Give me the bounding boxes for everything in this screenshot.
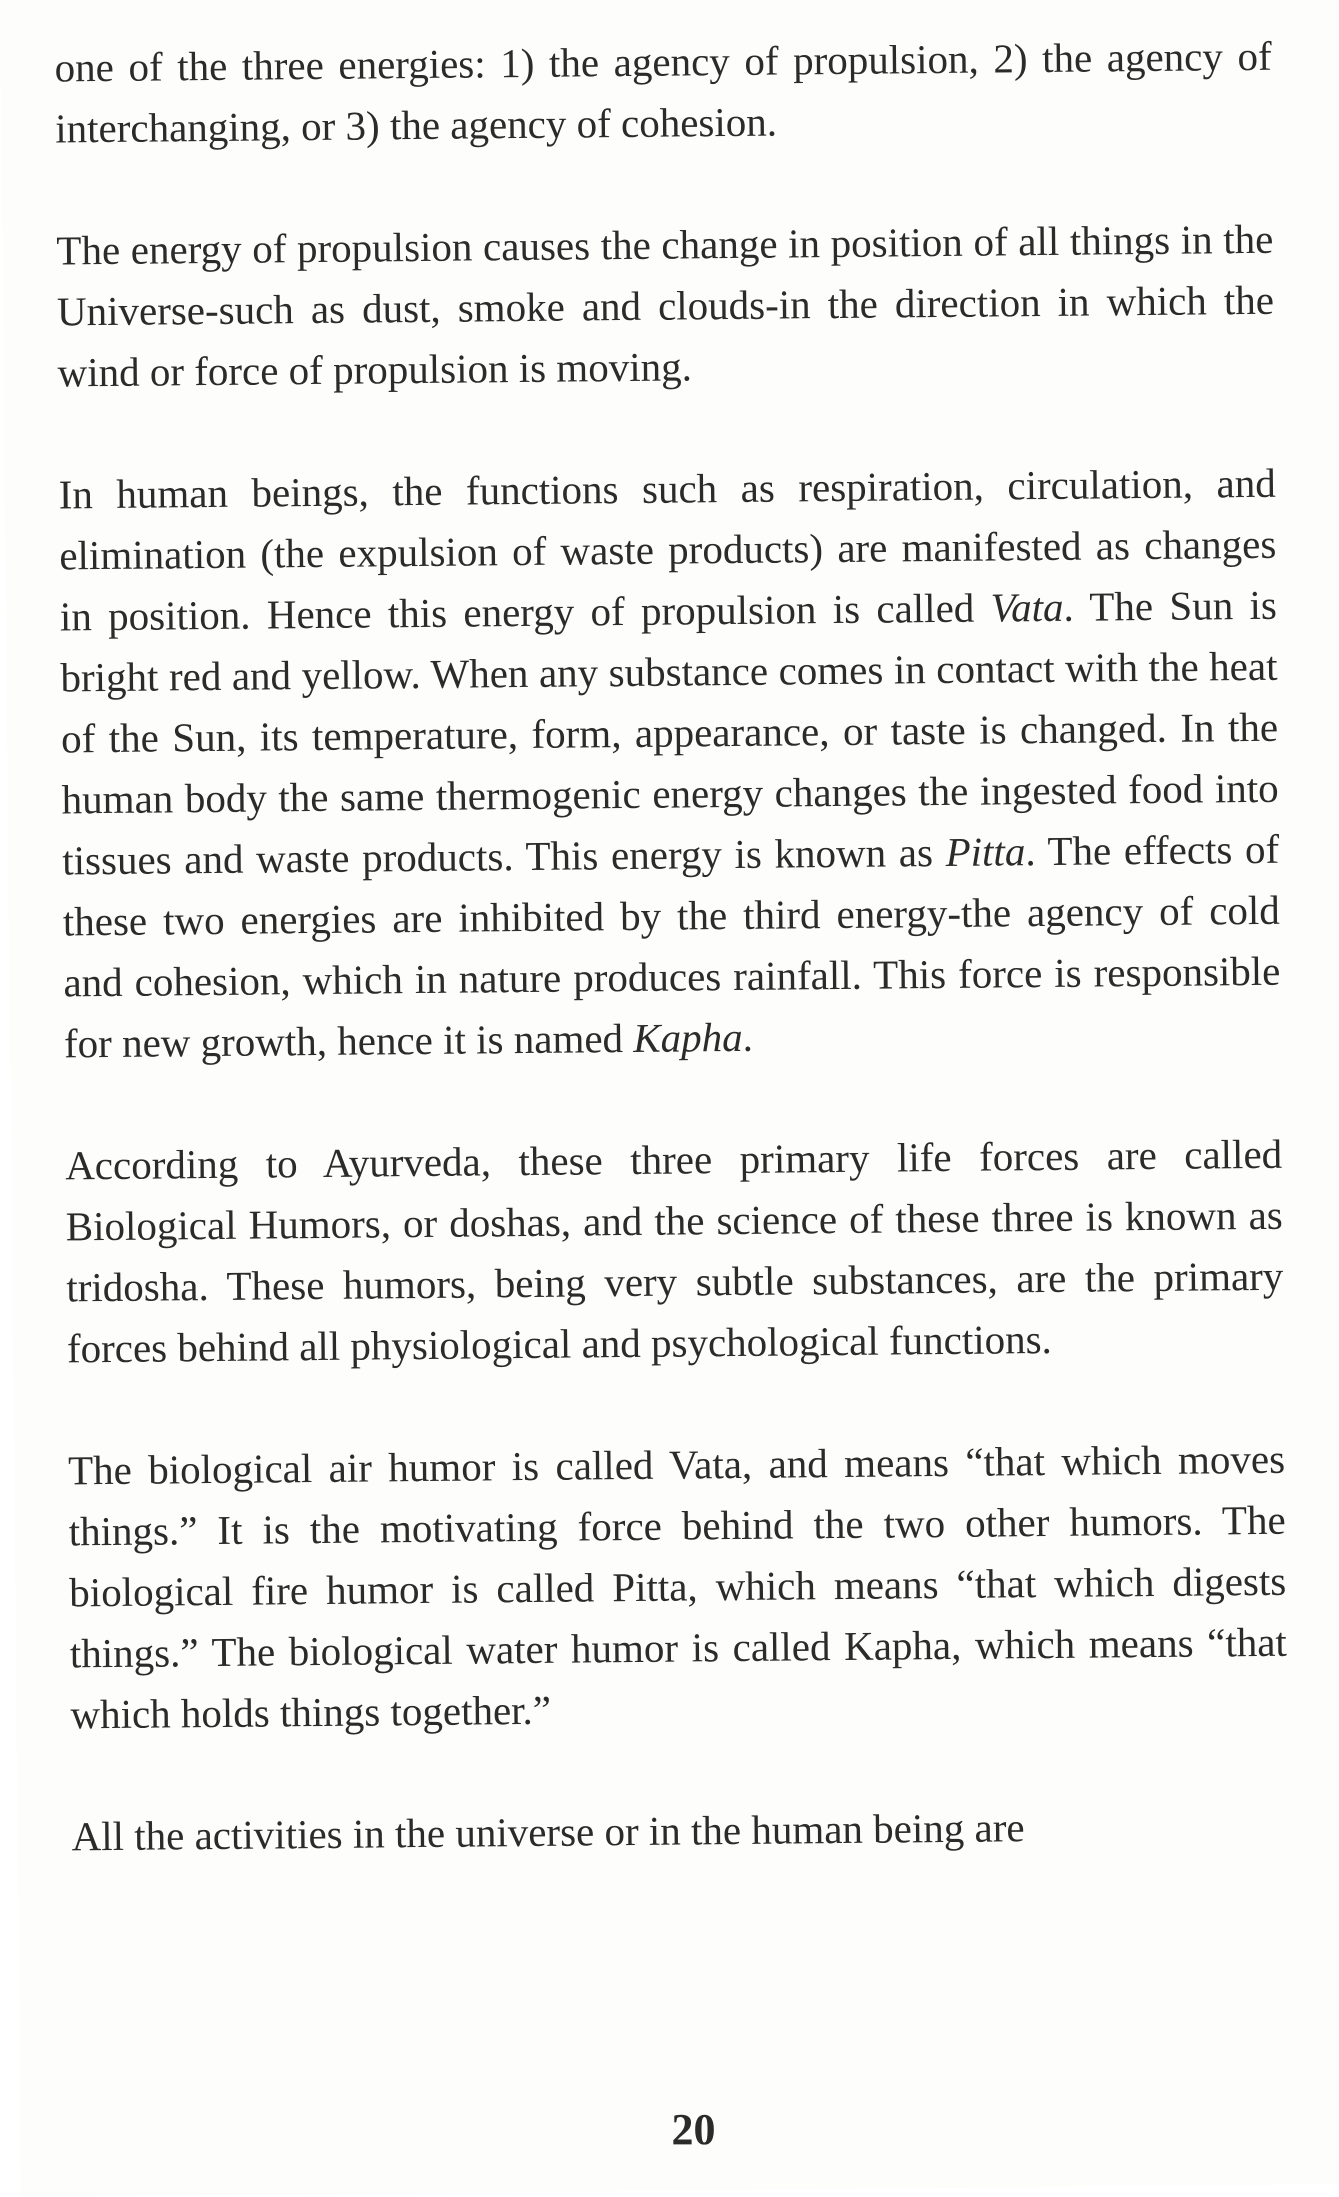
term-pitta: Pitta xyxy=(945,828,1026,875)
paragraph-3 xyxy=(58,453,1281,1075)
paragraph-4 xyxy=(65,1124,1284,1380)
paragraph-2-text: The energy of propulsion causes the change in position of all things in the Universe-such as dust, smoke and clouds-in the direction in which the wind or force of propulsion is moving. xyxy=(56,215,1275,396)
paragraph-6-text: All the activities in the universe or in the human being are xyxy=(71,1804,1025,1860)
paragraph-4-text: According to Ayurveda, these three primary life forces are called Biological Humors, or doshas, and the science of these three is known as tridosha. These humors, being very subtle substances, are the primary forces behind all physiological and psychological functions. xyxy=(64,1130,1284,1372)
paragraph-3-text-a: In human beings, the functions such as respiration, circulation, and elimination (the expulsion of waste products) are manifested as changes in position. Hence this energy of propulsion is called xyxy=(58,459,1277,640)
page-number: 20 xyxy=(671,2105,716,2154)
paragraph-6 xyxy=(71,1795,1289,1868)
term-kapha: Kapha xyxy=(633,1013,743,1061)
paragraph-1-text: one of the three energies: 1) the agency of propulsion, 2) the agency of interchanging, or 3) the agency of cohesion. xyxy=(54,32,1272,152)
paragraph-2 xyxy=(56,209,1275,404)
paragraph-5 xyxy=(68,1429,1288,1746)
paragraph-5-text: The biological air humor is called Vata, and means “that which moves things.” It is the motivating force behind the two other humors. The biological fire humor is called Pitta, which means “that which digests things.” The biological water humor is called Kapha, which means “that which holds things together.” xyxy=(67,1435,1288,1738)
paragraph-3-text-c: . The effects of these two energies are inhibited by the third energy-the agency of cold and cohesion, which in nature produces rainfall. This force is responsible for new growth, hence it is named xyxy=(62,825,1281,1067)
body-text xyxy=(54,26,1289,1868)
paragraph-3-text-b: . The Sun is bright red and yellow. When any substance comes in contact with the heat of the Sun, its temperature, form, appearance, or taste is changed. In the human body the same thermogenic energy changes the ingested food into tissues and waste products. This energy is known as xyxy=(60,581,1279,884)
paragraph-1 xyxy=(54,26,1272,160)
paragraph-3-text-d: . xyxy=(742,1013,754,1060)
term-vata: Vata xyxy=(990,583,1064,631)
